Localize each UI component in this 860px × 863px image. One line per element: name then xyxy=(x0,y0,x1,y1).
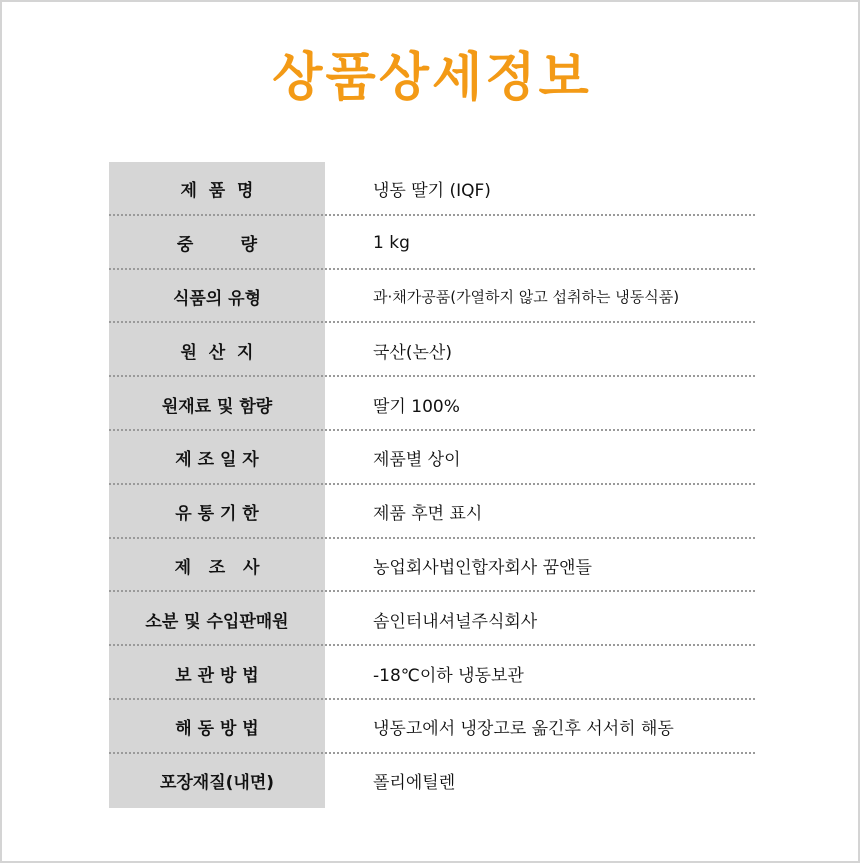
table-row xyxy=(109,700,755,754)
row-value: 냉동 딸기 (IQF) xyxy=(373,181,491,202)
table-row xyxy=(109,485,755,539)
row-value: 냉동고에서 냉장고로 옮긴후 서서히 해동 xyxy=(373,719,674,740)
table-row xyxy=(109,754,755,808)
product-info-table xyxy=(109,162,755,808)
row-label: 원 산 지 xyxy=(109,323,325,377)
row-value: 농업회사법인합자회사 꿈앤들 xyxy=(373,557,592,578)
table-row xyxy=(109,431,755,485)
row-label: 중 량 xyxy=(109,216,325,270)
row-label: 포장재질(내면) xyxy=(109,754,325,808)
table-row xyxy=(109,377,755,431)
row-value: 과·채가공품(가열하지 않고 섭취하는 냉동식품) xyxy=(373,287,680,306)
row-value: 국산(논산) xyxy=(373,342,452,363)
row-value: 제품 후면 표시 xyxy=(373,504,483,525)
table-row xyxy=(109,323,755,377)
row-value: 폴리에틸렌 xyxy=(373,773,456,794)
row-label: 제 조 사 xyxy=(109,539,325,593)
row-label: 제 조 일 자 xyxy=(109,431,325,485)
row-label: 제 품 명 xyxy=(109,162,325,216)
row-label: 유 통 기 한 xyxy=(109,485,325,539)
row-value: 1 kg xyxy=(373,232,410,253)
row-value: 솜인터내셔널주식회사 xyxy=(373,611,538,632)
row-value: -18℃이하 냉동보관 xyxy=(373,665,524,686)
table-row xyxy=(109,162,755,216)
row-value: 제품별 상이 xyxy=(373,450,461,471)
row-label: 원재료 및 함량 xyxy=(109,377,325,431)
table-row xyxy=(109,646,755,700)
table-row xyxy=(109,270,755,324)
table-row xyxy=(109,216,755,270)
row-label: 해 동 방 법 xyxy=(109,700,325,754)
table-row xyxy=(109,592,755,646)
row-label: 보 관 방 법 xyxy=(109,646,325,700)
row-label: 소분 및 수입판매원 xyxy=(109,592,325,646)
page-title: 상품상세정보 xyxy=(272,48,592,108)
row-label: 식품의 유형 xyxy=(109,270,325,324)
row-value: 딸기 100% xyxy=(373,396,460,417)
table-row xyxy=(109,539,755,593)
